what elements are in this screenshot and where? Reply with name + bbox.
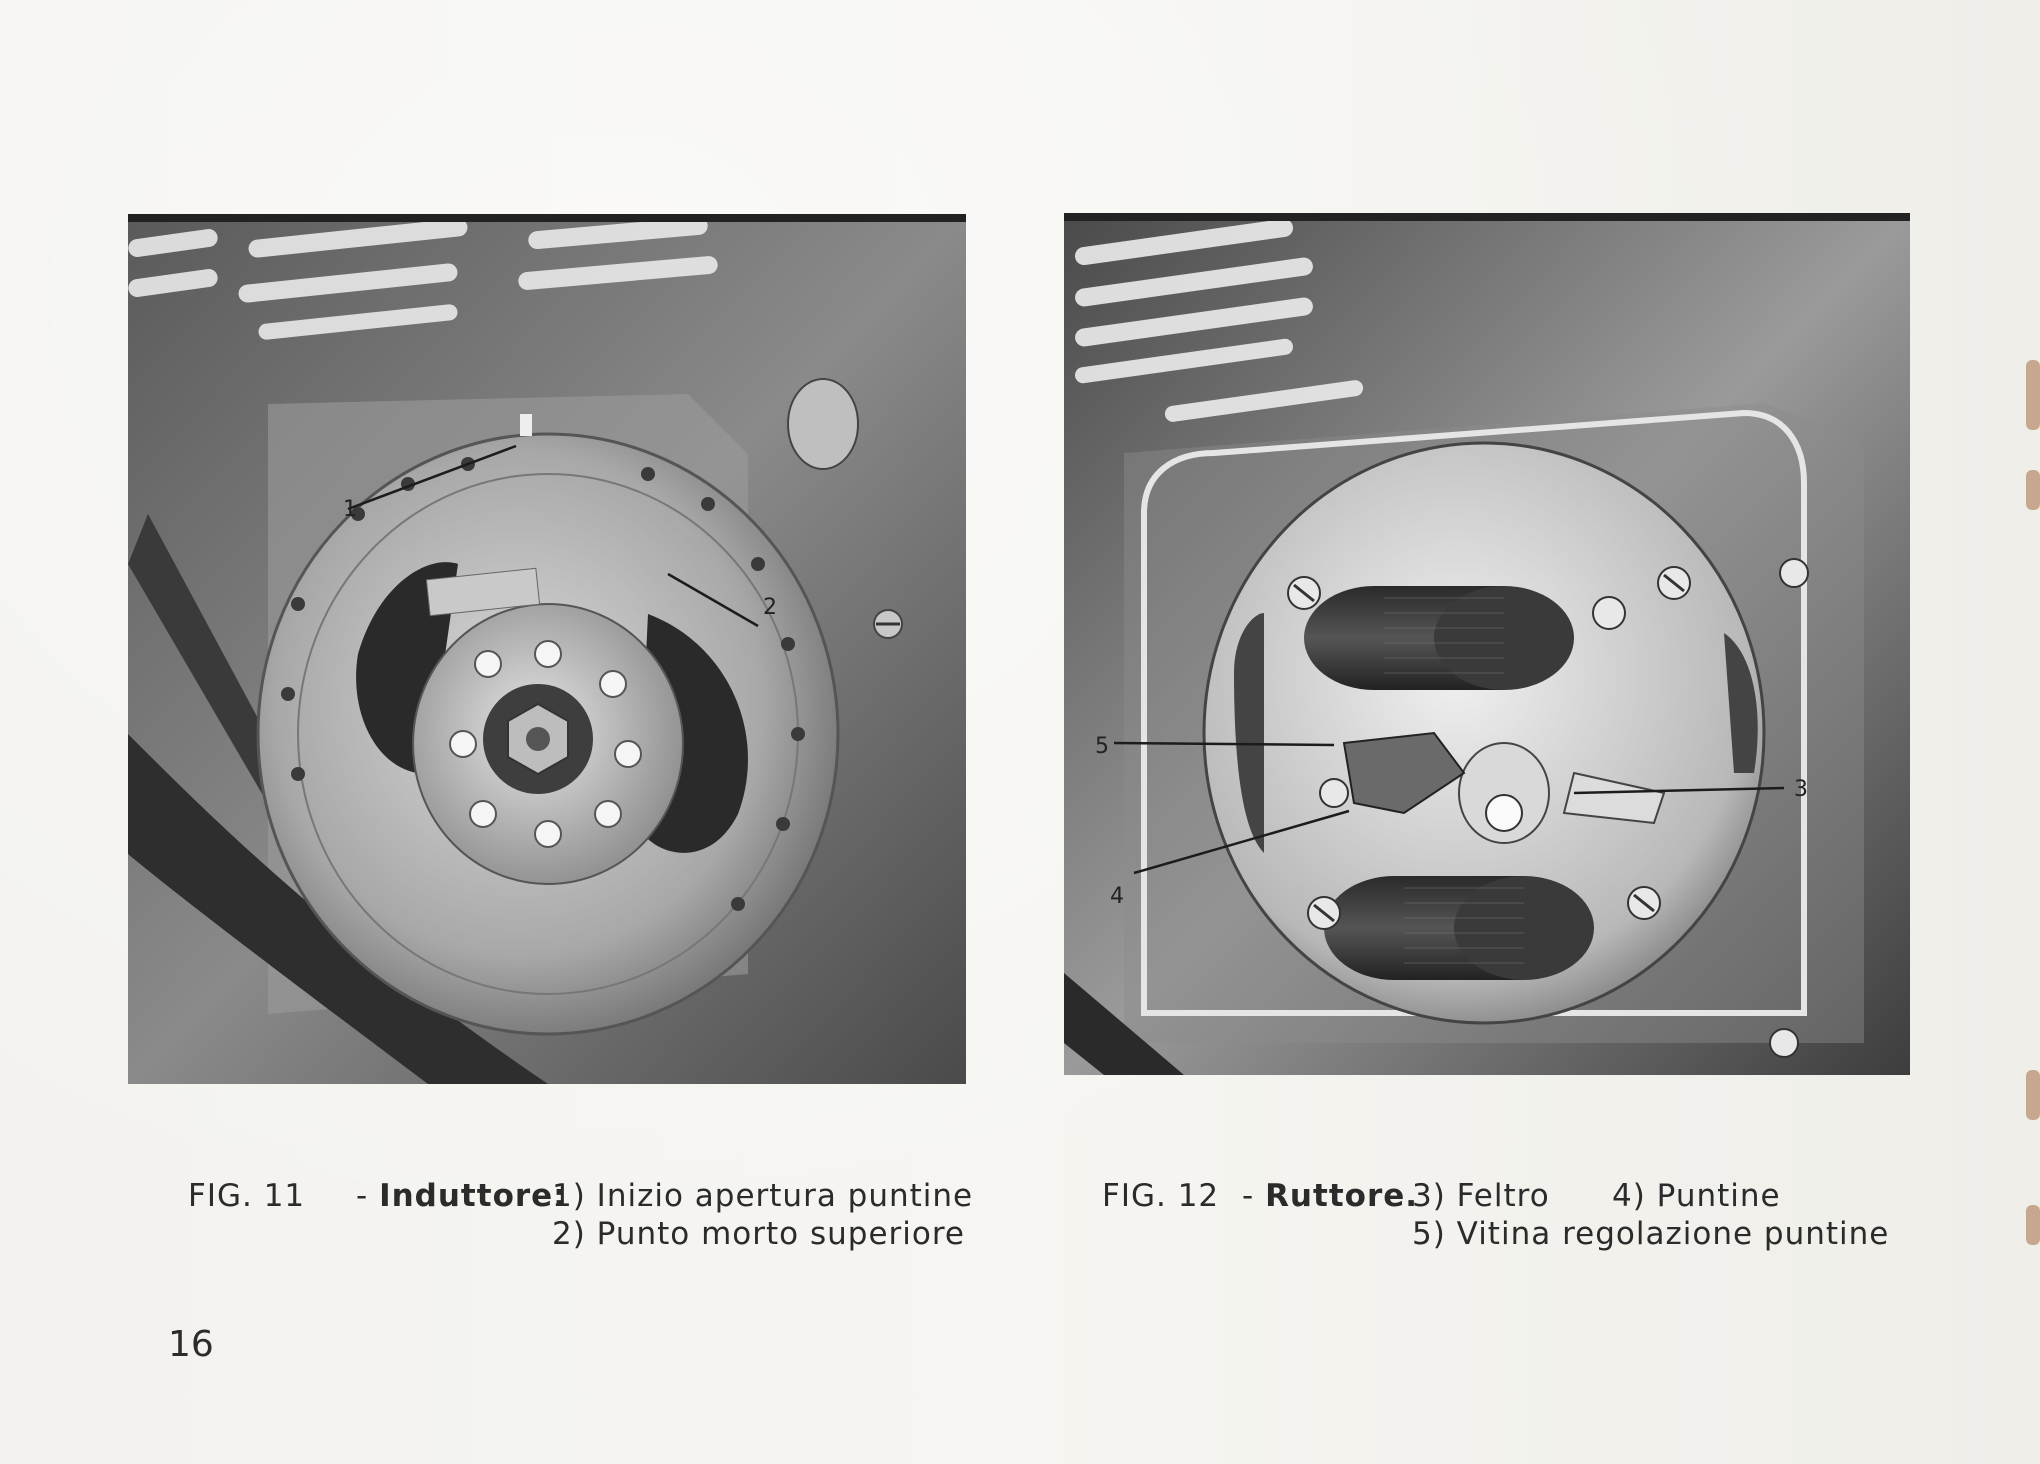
paper-stain [2026, 1070, 2040, 1120]
fig12-caption [1102, 1176, 1418, 1216]
fig12-separator: - [1242, 1178, 1255, 1214]
fig11-item-2: 2) Punto morto superiore [552, 1216, 965, 1252]
fig11-callout-2: 2 [763, 595, 777, 620]
fig11-callout-1: 1 [343, 497, 357, 522]
fig12-label: FIG. 12 [1102, 1178, 1220, 1214]
fig12-item-3: 3) Feltro [1412, 1178, 1550, 1214]
fig11-separator: - [356, 1178, 369, 1214]
fig11-label: FIG. 11 [188, 1178, 306, 1214]
page-number: 16 [168, 1324, 214, 1365]
flywheel-photo-illustration [128, 214, 966, 1084]
fig12-callout-5: 5 [1095, 734, 1109, 759]
breaker-photo-illustration [1064, 213, 1910, 1075]
fig12-callout-4: 4 [1110, 884, 1124, 909]
fig12-callout-3: 3 [1794, 777, 1808, 802]
fig12-item-5: 5) Vitina regolazione puntine [1412, 1216, 1890, 1252]
paper-stain [2026, 1205, 2040, 1245]
paper-stain [2026, 360, 2040, 430]
fig12-title: Ruttore. [1265, 1178, 1419, 1214]
fig11-item-1: 1) Inizio apertura puntine [552, 1178, 974, 1214]
fig12-item-4: 4) Puntine [1612, 1178, 1781, 1214]
paper-stain [2026, 470, 2040, 510]
fig11-title: Induttore: [379, 1178, 567, 1214]
fig11-caption [188, 1176, 567, 1216]
fig12-photo [1064, 213, 1910, 1075]
fig11-photo [128, 214, 966, 1084]
